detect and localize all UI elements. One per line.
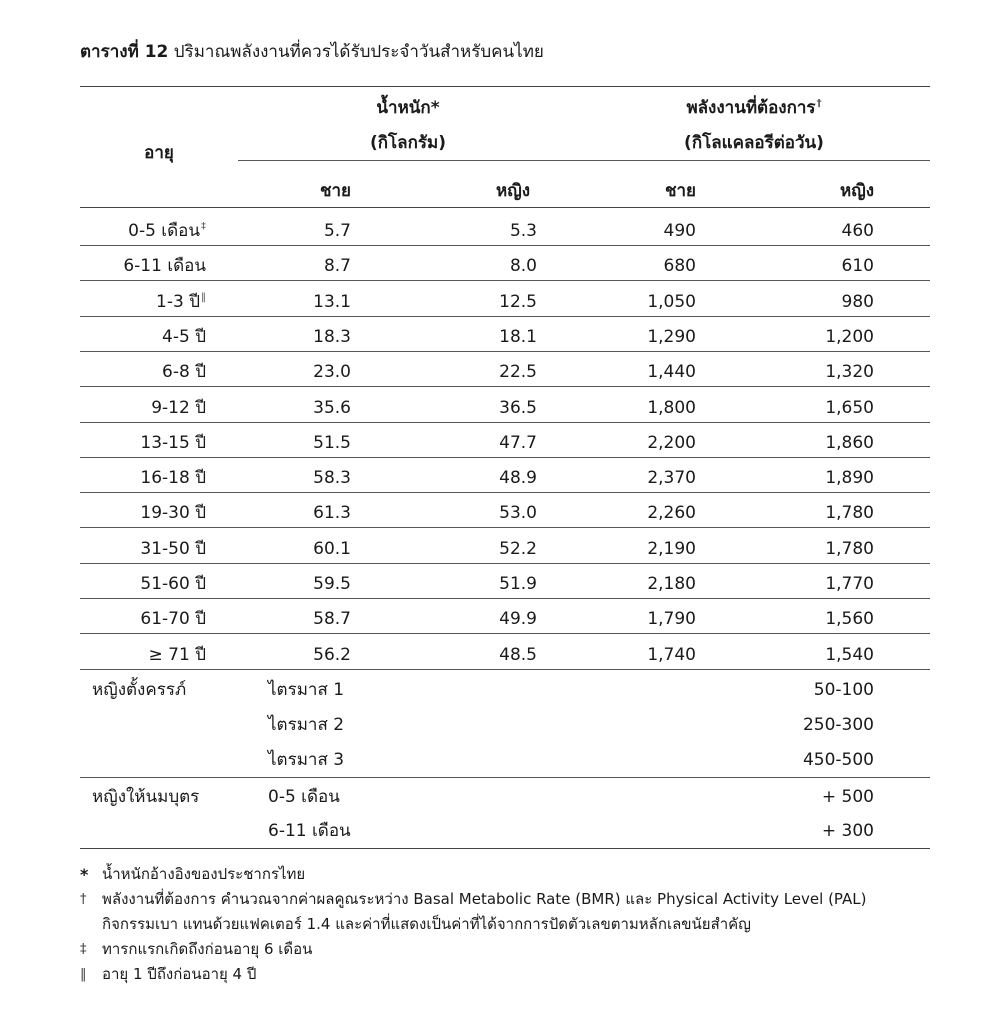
cell-age-text: 16-18 ปี	[140, 468, 206, 488]
row-divider	[80, 633, 930, 634]
row-divider	[80, 422, 930, 423]
cell-energy-male: 2,190	[647, 539, 696, 559]
cell-age	[80, 290, 206, 314]
cell-age-text: 19-30 ปี	[140, 503, 206, 523]
header-weight-title: น้ำหนัก*	[376, 98, 440, 118]
cell-age	[80, 537, 206, 561]
cell-energy-male: 1,800	[647, 398, 696, 418]
cell-weight-female: 51.9	[499, 574, 537, 594]
footnote-symbol: ‡	[80, 942, 87, 957]
pregnant-stage-3: ไตรมาส 3	[268, 750, 345, 770]
energy-footnote-mark: †	[816, 98, 822, 109]
row-divider	[80, 316, 930, 317]
footnote-text: พลังงานที่ต้องการ คำนวณจากค่าผลคูณระหว่าง Basal Metabolic Rate (BMR) และ Physical Activity Level (PAL)	[102, 890, 867, 908]
cell-energy-female: 1,890	[825, 468, 874, 488]
footnote-infant	[80, 937, 960, 962]
pregnant-label: หญิงตั้งครรภ์	[92, 680, 187, 700]
cell-energy-male: 1,790	[647, 609, 696, 629]
header-energy-male: ชาย	[664, 181, 696, 201]
pregnant-value-3: 450-500	[802, 750, 874, 770]
cell-weight-male: 18.3	[313, 327, 351, 347]
cell-weight-female: 36.5	[499, 398, 537, 418]
age-footnote-mark: ‖	[201, 292, 206, 303]
cell-weight-female: 47.7	[499, 433, 537, 453]
cell-energy-female: 1,780	[825, 539, 874, 559]
table-title	[80, 40, 544, 64]
cell-weight-female: 8.0	[509, 256, 537, 276]
cell-weight-male: 23.0	[313, 362, 351, 382]
cell-age-text: 13-15 ปี	[140, 433, 206, 453]
cell-energy-male: 1,440	[647, 362, 696, 382]
cell-energy-female: 610	[841, 256, 874, 276]
header-weight-unit: (กิโลกรัม)	[369, 133, 446, 153]
age-footnote-mark: ‡	[201, 221, 206, 232]
cell-energy-male: 490	[663, 221, 696, 241]
cell-weight-male: 56.2	[313, 645, 351, 665]
row-divider	[80, 351, 930, 352]
cell-energy-female: 1,560	[825, 609, 874, 629]
row-divider	[80, 669, 930, 670]
footnote-text: ทารกแรกเกิดถึงก่อนอายุ 6 เดือน	[102, 940, 313, 958]
footnote-text: น้ำหนักอ้างอิงของประชากรไทย	[102, 865, 306, 883]
cell-energy-male: 2,180	[647, 574, 696, 594]
lactating-value-2: + 300	[821, 821, 874, 841]
cell-energy-male: 2,260	[647, 503, 696, 523]
cell-energy-female: 1,200	[825, 327, 874, 347]
cell-energy-female: 460	[841, 221, 874, 241]
cell-age	[80, 572, 206, 596]
header-weight-male: ชาย	[319, 181, 351, 201]
pregnant-stage-2: ไตรมาส 2	[268, 715, 345, 735]
cell-weight-male: 35.6	[313, 398, 351, 418]
cell-energy-male: 1,740	[647, 645, 696, 665]
cell-energy-female: 1,860	[825, 433, 874, 453]
cell-weight-male: 59.5	[313, 574, 351, 594]
row-divider	[80, 492, 930, 493]
cell-weight-female: 49.9	[499, 609, 537, 629]
row-divider	[80, 527, 930, 528]
footnote-energy	[80, 887, 960, 937]
cell-age-text: 4-5 ปี	[162, 327, 206, 347]
cell-weight-male: 58.7	[313, 609, 351, 629]
lactating-stage-2: 6-11 เดือน	[268, 821, 351, 841]
header-energy-unit: (กิโลแคลอรีต่อวัน)	[684, 133, 824, 153]
cell-age-text: 31-50 ปี	[140, 539, 206, 559]
cell-age-text: 0-5 เดือน	[128, 221, 200, 241]
cell-weight-female: 48.5	[499, 645, 537, 665]
row-divider	[80, 386, 930, 387]
cell-age	[80, 501, 206, 525]
cell-age	[80, 219, 206, 243]
header-energy-female: หญิง	[840, 181, 874, 201]
cell-energy-male: 680	[663, 256, 696, 276]
cell-weight-female: 18.1	[499, 327, 537, 347]
cell-weight-male: 8.7	[323, 256, 351, 276]
cell-weight-female: 52.2	[499, 539, 537, 559]
cell-weight-female: 53.0	[499, 503, 537, 523]
cell-age	[80, 431, 206, 455]
pregnant-value-2: 250-300	[802, 715, 874, 735]
footnote-toddler	[80, 962, 960, 987]
cell-energy-male: 2,200	[647, 433, 696, 453]
row-divider	[80, 598, 930, 599]
cell-age	[80, 254, 206, 278]
cell-energy-male: 1,290	[647, 327, 696, 347]
cell-energy-male: 2,370	[647, 468, 696, 488]
cell-energy-male: 1,050	[647, 292, 696, 312]
footnote-symbol: *	[80, 865, 89, 884]
cell-age-text: 6-8 ปี	[162, 362, 206, 382]
group-divider-rule	[80, 777, 930, 778]
row-divider	[80, 457, 930, 458]
header-bottom-rule	[80, 207, 930, 208]
header-energy-title-text: พลังงานที่ต้องการ	[686, 98, 816, 118]
cell-energy-female: 1,770	[825, 574, 874, 594]
header-weight-female: หญิง	[496, 181, 530, 201]
cell-age	[80, 396, 206, 420]
cell-weight-female: 5.3	[509, 221, 537, 241]
cell-weight-male: 51.5	[313, 433, 351, 453]
cell-weight-male: 5.7	[323, 221, 351, 241]
row-divider	[80, 245, 930, 246]
cell-age-text: ≥ 71 ปี	[148, 645, 206, 665]
cell-age-text: 1-3 ปี	[156, 292, 200, 312]
cell-age	[80, 360, 206, 384]
footnote-text-continued: กิจกรรมเบา แทนด้วยแฟคเตอร์ 1.4 และค่าที่แสดงเป็นค่าที่ได้จากการปัดตัวเลขตามหลักเลขนัยสำคัญ	[102, 915, 751, 933]
footnote-text: อายุ 1 ปีถึงก่อนอายุ 4 ปี	[102, 965, 257, 983]
cell-weight-male: 60.1	[313, 539, 351, 559]
lactating-value-1: + 500	[821, 787, 874, 807]
footnotes	[80, 862, 960, 987]
footnote-symbol: ‖	[80, 967, 87, 982]
cell-energy-female: 1,540	[825, 645, 874, 665]
row-divider	[80, 563, 930, 564]
footnote-symbol: †	[80, 892, 87, 907]
cell-energy-female: 1,320	[825, 362, 874, 382]
table-number: ตารางที่ 12	[80, 42, 169, 62]
pregnant-value-1: 50-100	[813, 680, 874, 700]
cell-weight-male: 58.3	[313, 468, 351, 488]
cell-energy-female: 1,650	[825, 398, 874, 418]
cell-age-text: 61-70 ปี	[140, 609, 206, 629]
cell-weight-male: 61.3	[313, 503, 351, 523]
table-caption: ปริมาณพลังงานที่ควรได้รับประจำวันสำหรับคนไทย	[173, 42, 544, 62]
footnote-weight	[80, 862, 960, 887]
lactating-stage-1: 0-5 เดือน	[268, 787, 340, 807]
cell-age	[80, 466, 206, 490]
header-mid-rule	[238, 160, 930, 161]
lactating-label: หญิงให้นมบุตร	[92, 787, 200, 807]
cell-weight-female: 22.5	[499, 362, 537, 382]
cell-age-text: 51-60 ปี	[140, 574, 206, 594]
header-age: อายุ	[144, 143, 174, 163]
cell-weight-male: 13.1	[313, 292, 351, 312]
cell-age	[80, 643, 206, 667]
cell-age-text: 9-12 ปี	[151, 398, 206, 418]
table-bottom-rule	[80, 848, 930, 849]
cell-weight-female: 48.9	[499, 468, 537, 488]
cell-energy-female: 980	[841, 292, 874, 312]
cell-age-text: 6-11 เดือน	[123, 256, 206, 276]
cell-weight-female: 12.5	[499, 292, 537, 312]
row-divider	[80, 280, 930, 281]
cell-age	[80, 325, 206, 349]
pregnant-stage-1: ไตรมาส 1	[268, 680, 345, 700]
cell-age	[80, 607, 206, 631]
table-top-rule	[80, 86, 930, 87]
header-energy-title	[578, 96, 930, 120]
cell-energy-female: 1,780	[825, 503, 874, 523]
